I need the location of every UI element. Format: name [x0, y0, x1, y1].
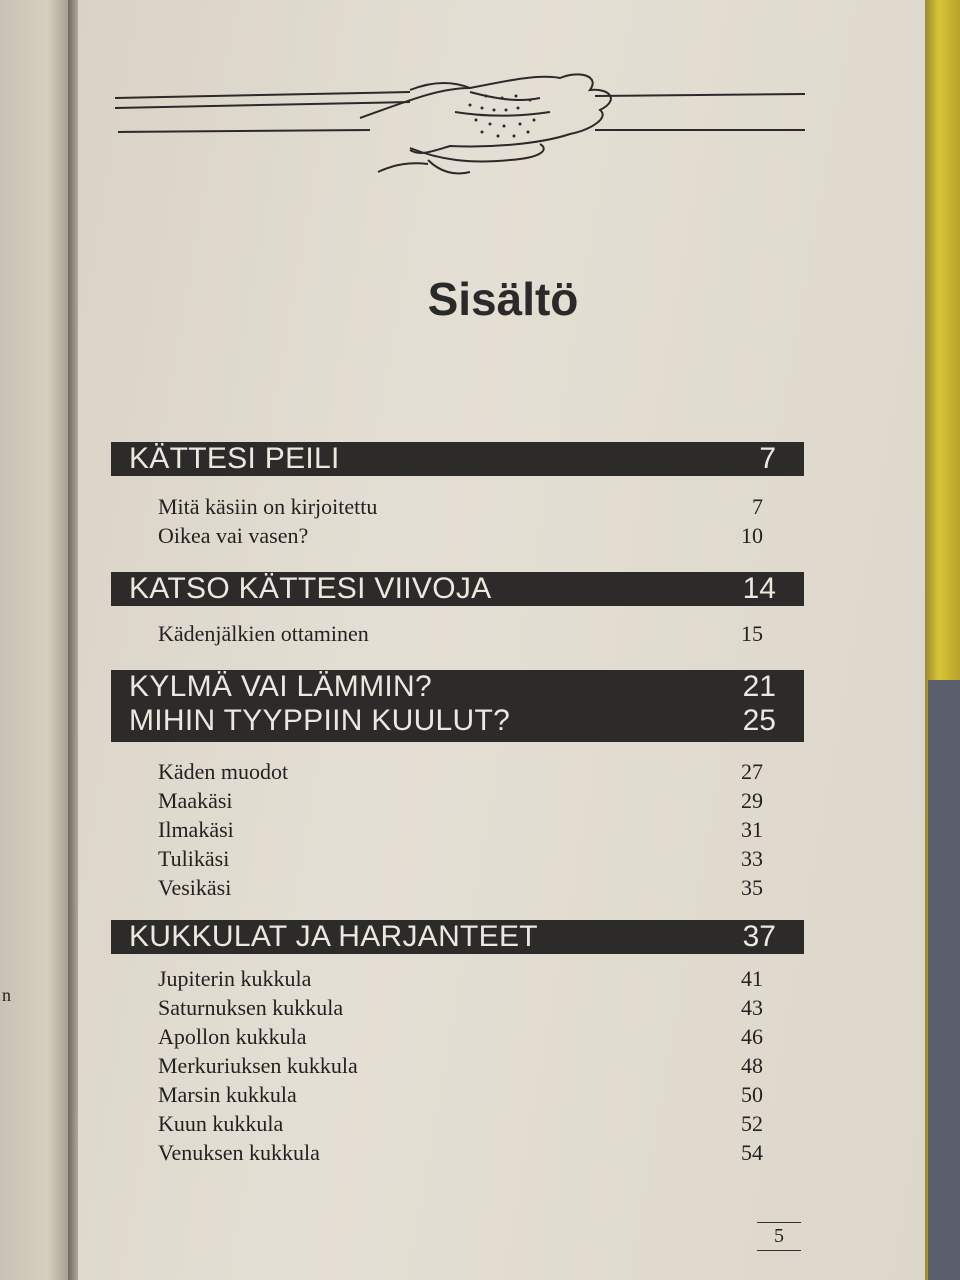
toc-entry-title: Ilmakäsi: [158, 817, 234, 842]
toc-entry[interactable]: [158, 964, 763, 993]
left-page-text-fragment: n: [2, 985, 11, 1005]
toc-entry[interactable]: [158, 873, 763, 902]
toc-entry-page: 29: [741, 788, 763, 813]
chapter-bar: [111, 572, 804, 606]
chapter-heading[interactable]: [111, 670, 804, 704]
toc-entry-page: 15: [741, 621, 763, 646]
toc-entry-title: Jupiterin kukkula: [158, 966, 312, 991]
chapter-title: KYLMÄ VAI LÄMMIN?: [129, 670, 432, 703]
toc-entry-page: 35: [741, 875, 763, 900]
toc-entry-title: Kädenjälkien ottaminen: [158, 621, 369, 646]
chapter-page-number: 37: [742, 920, 776, 953]
toc-entry-page: 43: [741, 995, 763, 1020]
toc-entry-page: 10: [741, 523, 763, 548]
toc-entry-page: 7: [752, 494, 763, 519]
toc-entry-title: Merkuriuksen kukkula: [158, 1053, 358, 1078]
chapter-page-number: 21: [742, 670, 776, 703]
hand-palm-icon: [110, 60, 810, 190]
toc-entry-title: Tulikäsi: [158, 846, 230, 871]
toc-entry[interactable]: [158, 619, 763, 648]
toc-entry-title: Maakäsi: [158, 788, 233, 813]
toc-entry[interactable]: [158, 815, 763, 844]
toc-entry-title: Kuun kukkula: [158, 1111, 284, 1136]
chapter-bar: [111, 670, 804, 742]
toc-entry[interactable]: [158, 492, 763, 521]
chapter-heading[interactable]: [111, 572, 804, 606]
toc-entry[interactable]: [158, 993, 763, 1022]
toc-entry-title: Saturnuksen kukkula: [158, 995, 344, 1020]
toc-entry-title: Vesikäsi: [158, 875, 232, 900]
toc-entry-page: 48: [741, 1053, 763, 1078]
toc-entry[interactable]: [158, 1138, 763, 1167]
toc-entry[interactable]: [158, 844, 763, 873]
background-fabric: [928, 680, 960, 1280]
toc-entry[interactable]: [158, 786, 763, 815]
chapter-title: MIHIN TYYPPIIN KUULUT?: [129, 704, 511, 737]
toc-entry-page: 50: [741, 1082, 763, 1107]
toc-entry-page: 52: [741, 1111, 763, 1136]
chapter-page-number: 7: [759, 442, 776, 475]
page-number: 5: [757, 1222, 801, 1251]
chapter-title: KATSO KÄTTESI VIIVOJA: [129, 572, 492, 605]
toc-entry[interactable]: [158, 1109, 763, 1138]
left-page-edge: [0, 0, 68, 1280]
toc-entry-title: Marsin kukkula: [158, 1082, 297, 1107]
toc-entry-page: 31: [741, 817, 763, 842]
toc-entry[interactable]: [158, 757, 763, 786]
toc-entry-title: Apollon kukkula: [158, 1024, 307, 1049]
toc-entry-page: 27: [741, 759, 763, 784]
toc-entry-page: 33: [741, 846, 763, 871]
toc-entry-page: 54: [741, 1140, 763, 1165]
chapter-page-number: 25: [742, 704, 776, 737]
chapter-heading[interactable]: [111, 442, 804, 476]
toc-entry-title: Oikea vai vasen?: [158, 523, 309, 548]
toc-entry[interactable]: [158, 1022, 763, 1051]
chapter-title: KUKKULAT JA HARJANTEET: [129, 920, 538, 953]
toc-entry-page: 46: [741, 1024, 763, 1049]
toc-entry[interactable]: [158, 1080, 763, 1109]
chapter-heading[interactable]: [111, 920, 804, 954]
toc-entry[interactable]: [158, 1051, 763, 1080]
chapter-heading[interactable]: [111, 704, 804, 738]
chapter-bar: [111, 920, 804, 954]
toc-entry-page: 41: [741, 966, 763, 991]
toc-entry-title: Venuksen kukkula: [158, 1140, 320, 1165]
toc-entry-title: Käden muodot: [158, 759, 289, 784]
chapter-page-number: 14: [742, 572, 776, 605]
toc-entry[interactable]: [158, 521, 763, 550]
toc-entry-title: Mitä käsiin on kirjoitettu: [158, 494, 378, 519]
chapter-bar: [111, 442, 804, 476]
page-title: Sisältö: [427, 273, 579, 325]
chapter-title: KÄTTESI PEILI: [129, 442, 340, 475]
